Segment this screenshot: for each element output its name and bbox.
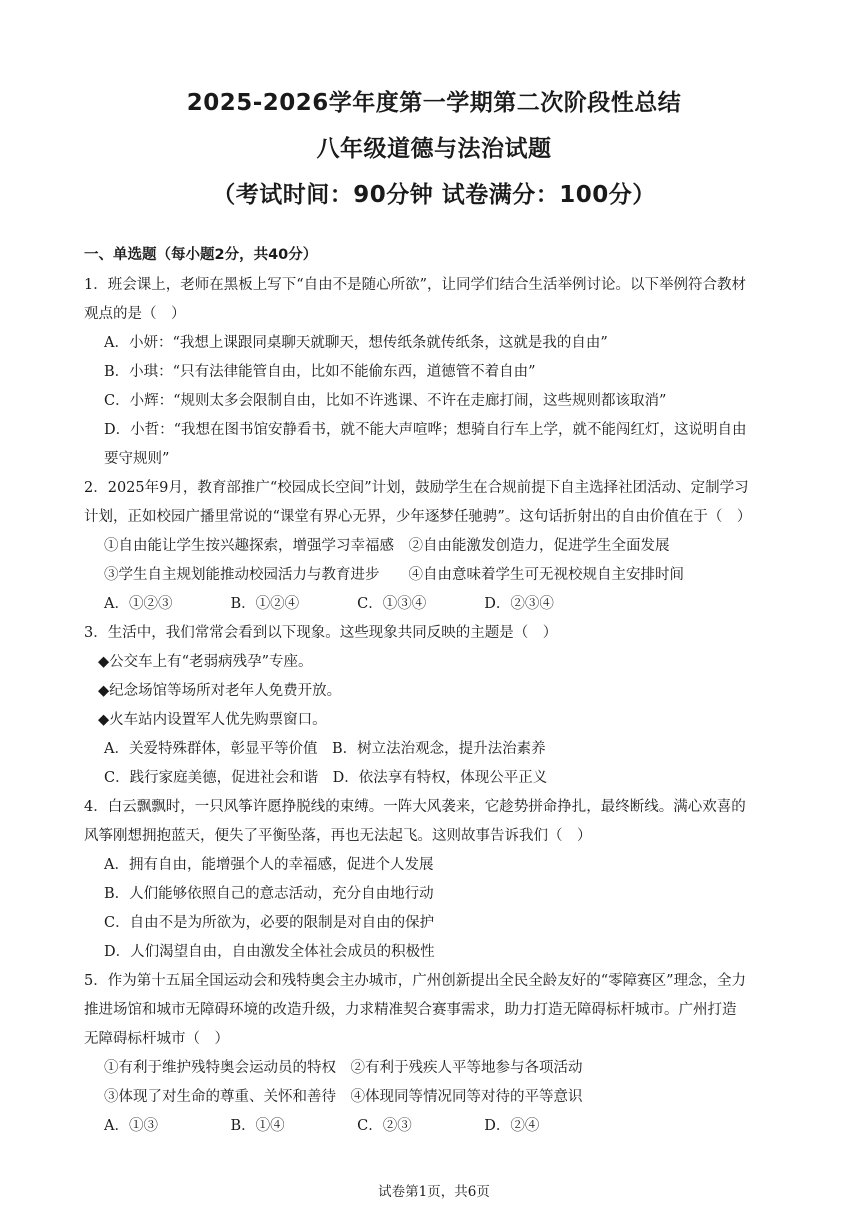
exam-subtitle: 八年级道德与法治试题: [316, 136, 552, 162]
question-4-option-b: B．人们能够依照自己的意志活动，充分自由地行动: [104, 886, 434, 902]
question-3-options-ab: A．关爱特殊群体，彰显平等价值 B．树立法治观念，提升法治素养: [104, 741, 546, 757]
question-2-statements-1: ①自由能让学生按兴趣探索，增强学习幸福感 ②自由能激发创造力，促进学生全面发展: [104, 538, 670, 554]
question-3-phenomenon-1: ◆公交车上有“老弱病残孕”专座。: [98, 654, 313, 670]
question-3-phenomenon-2: ◆纪念场馆等场所对老年人免费开放。: [98, 683, 342, 699]
question-1-option-d-cont: 要守规则”: [104, 451, 170, 467]
question-5-options: A．①③ B．①④ C．②③ D．②④: [104, 1118, 540, 1134]
question-4-option-d: D．人们渴望自由，自由激发全体社会成员的积极性: [104, 944, 435, 960]
question-2-statements-2: ③学生自主规划能推动校园活力与教育进步 ④自由意味着学生可无视校规自主安排时间: [104, 567, 684, 583]
question-3-phenomenon-3: ◆火车站内设置军人优先购票窗口。: [98, 712, 327, 728]
question-4-line-1: 4．白云飘飘时，一只风筝许愿挣脱线的束缚。一阵大风袭来，它趁势拼命挣扎，最终断线。满心欢喜的: [84, 799, 746, 815]
question-1-option-c: C．小辉：“规则太多会限制自由，比如不许逃课、不许在走廊打闹，这些规则都该取消”: [104, 393, 667, 409]
question-5-statements-1: ①有利于维护残特奥会运动员的特权 ②有利于残疾人平等地参与各项活动: [104, 1060, 583, 1076]
question-4-option-c: C．自由不是为所欲为，必要的限制是对自由的保护: [104, 915, 435, 931]
question-4-option-a: A．拥有自由，能增强个人的幸福感，促进个人发展: [104, 857, 434, 873]
page-footer: 试卷第1页，共6页: [378, 1184, 490, 1200]
question-1-option-a: A．小妍：“我想上课跟同桌聊天就聊天，想传纸条就传纸条，这就是我的自由”: [104, 335, 608, 351]
question-1-line-2: 观点的是（ ）: [84, 306, 186, 322]
question-4-line-2: 风筝刚想拥抱蓝天，便失了平衡坠落，再也无法起飞。这则故事告诉我们（ ）: [84, 828, 592, 844]
question-1-option-b: B．小琪：“只有法律能管自由，比如不能偷东西，道德管不着自由”: [104, 364, 536, 380]
question-5-line-3: 无障碍标杆城市（ ）: [84, 1031, 229, 1047]
exam-title: 2025-2026学年度第一学期第二次阶段性总结: [186, 90, 682, 116]
question-5-line-2: 推进场馆和城市无障碍环境的改造升级，力求精准契合赛事需求，助力打造无障碍标杆城市。广州打造: [84, 1002, 737, 1018]
question-2-line-2: 计划，正如校园广播里常说的“课堂有界心无界，少年逐梦任驰骋”。这句话折射出的自由价值在于（ ）: [84, 509, 752, 525]
question-5-statements-2: ③体现了对生命的尊重、关怀和善待 ④体现同等情况同等对待的平等意识: [104, 1089, 583, 1105]
question-3-line-1: 3．生活中，我们常常会看到以下现象。这些现象共同反映的主题是（ ）: [84, 625, 558, 641]
question-1-option-d: D．小哲：“我想在图书馆安静看书，就不能大声喧哗；想骑自行车上学，就不能闯红灯，这说明自由: [104, 422, 747, 438]
question-2-line-1: 2．2025年9月，教育部推广“校园成长空间”计划，鼓励学生在合规前提下自主选择社团活动、定制学习: [84, 480, 749, 496]
section-heading: 一、单选题（每小题2分，共40分）: [84, 247, 318, 263]
question-1-line-1: 1．班会课上，老师在黑板上写下“自由不是随心所欲”，让同学们结合生活举例讨论。以下举例符合教材: [84, 277, 747, 293]
question-2-options: A．①②③ B．①②④ C．①③④ D．②③④: [104, 596, 554, 612]
question-3-options-cd: C．践行家庭美德，促进社会和谐 D．依法享有特权，体现公平正义: [104, 770, 548, 786]
question-5-line-1: 5．作为第十五届全国运动会和残特奥会主办城市，广州创新提出全民全龄友好的“零障赛区”理念，全力: [84, 973, 747, 989]
exam-time-score: （考试时间：90分钟 试卷满分：100分）: [212, 182, 656, 208]
